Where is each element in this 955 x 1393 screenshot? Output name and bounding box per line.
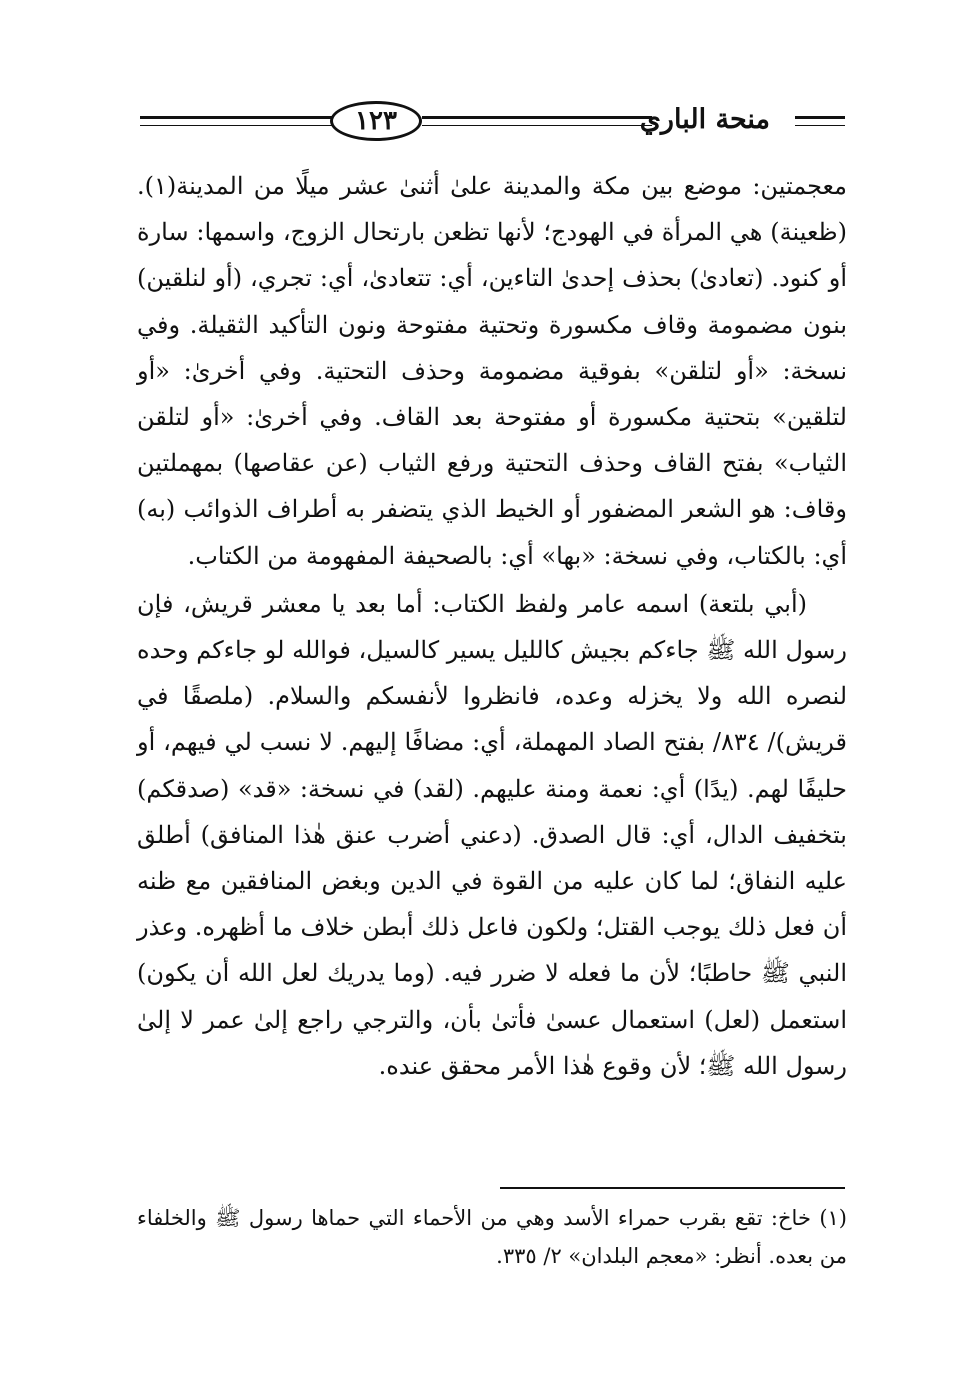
footnote-text: خاخ: تقع بقرب حمراء الأسد وهي من الأحماء التي حماها رسول ﷺ والخلفاء من بعده. أنظر: «معجم البلدان» ٢/ ٣٣٥. — [137, 1206, 847, 1268]
running-title: منحة الباري — [639, 104, 770, 135]
footnotes — [137, 1199, 847, 1275]
footnote-separator — [500, 1187, 845, 1189]
header-rule-middle-top — [422, 116, 652, 119]
page-number: ١٢٣ — [330, 101, 422, 141]
header-rule-middle-bottom — [422, 125, 652, 126]
footnote-marker: (١) — [819, 1206, 847, 1230]
paragraph-1: معجمتين: موضع بين مكة والمدينة علىٰ أثنىٰ عشر ميلًا من المدينة(١). (ظعينة) هي المرأة في الهودج؛ لأنها تظعن بارتحال الزوج، واسمها: سارة أو كنود. (تعادىٰ) بحذف إحدىٰ التاءين، أي: تتعادىٰ، أي: تجري، (أو لنلقين) بنون مضمومة وقاف مكسورة وتحتية مفتوحة ونون التأكيد الثقيلة. وفي نسخة: «أو لتلقن» بفوقية مضمومة وحذف التحتية. وفي أخرىٰ: «أو لتلقين» بتحتية مكسورة أو مفتوحة بعد القاف. وفي أخرىٰ: «أو لتلقن الثياب» بفتح القاف وحذف التحتية ورفع الثياب (عن عقاصها) بمهملتين وقاف: هو الشعر المضفور أو الخيط الذي يتضفر به أطراف الذوائب (به) أي: بالكتاب، وفي نسخة: «بها» أي: بالصحيفة المفهومة من الكتاب. — [137, 172, 848, 570]
main-text — [137, 163, 847, 1089]
header-rule-left-top — [140, 116, 332, 119]
header-rule-right-bottom — [795, 125, 845, 126]
page-header — [140, 98, 845, 148]
header-rule-left-bottom — [140, 125, 332, 126]
footnote-1 — [137, 1199, 847, 1275]
paragraph-2: (أبي بلتعة) اسمه عامر ولفظ الكتاب: أما بعد يا معشر قريش، فإن رسول الله ﷺ جاءكم بجيش كالليل يسير كالسيل، فوالله لو جاءكم وحده لنصره الله ولا يخزله وعده، فانظروا لأنفسكم والسلام. (ملصقًا في قريش)/ ٨٣٤/ بفتح الصاد المهملة، أي: مضافًا إليهم. لا نسب لي فيهم، أو حليفًا لهم. (يدًا) أي: نعمة ومنة عليهم. (لقد) في نسخة: «قد» (صدقكم) بتخفيف الدال، أي: قال الصدق. (دعني أضرب عنق هٰذا المنافق) أطلق عليه النفاق؛ لما كان عليه من القوة في الدين وبغض المنافقين مع ظنه أن فعل ذلك يوجب القتل؛ ولكون فاعل ذلك أبطن خلاف ما أظهره. وعذر النبي ﷺ حاطبًا؛ لأن ما فعله لا ضرر فيه. (وما يدريك لعل الله أن يكون) استعمل (لعل) استعمال عسىٰ فأتىٰ بأن، والترجي راجع إلىٰ عمر لا إلىٰ رسول الله ﷺ؛ لأن وقوع هٰذا الأمر محقق عنده. — [137, 589, 848, 1080]
header-rule-right-top — [795, 116, 845, 119]
